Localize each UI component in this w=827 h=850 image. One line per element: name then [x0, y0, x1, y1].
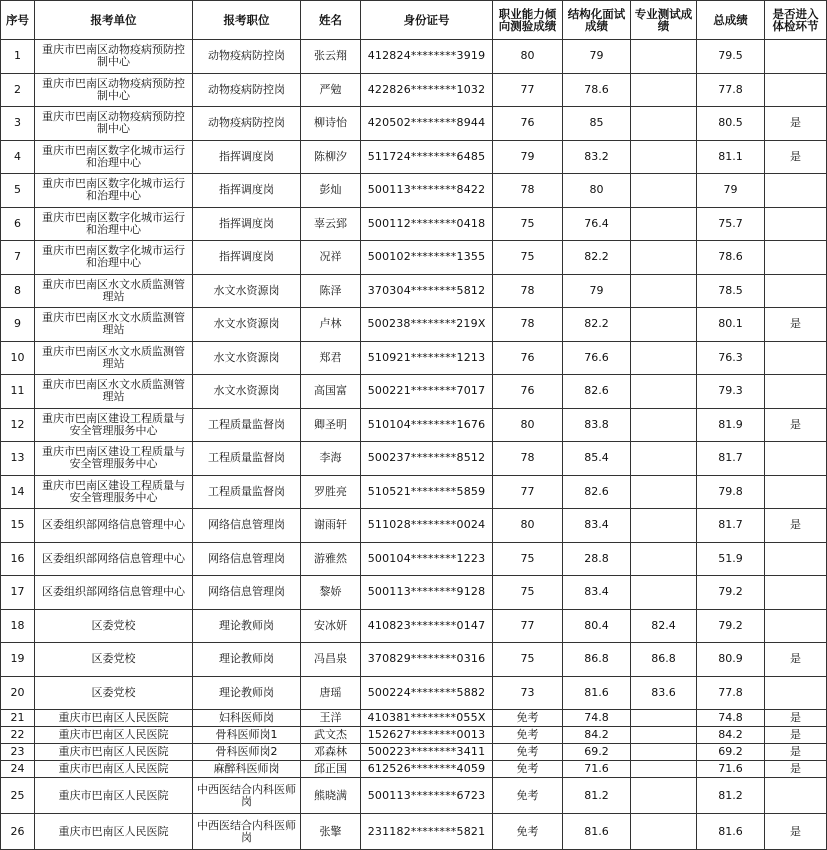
cell-physical — [765, 475, 827, 509]
cell-physical: 是 — [765, 643, 827, 677]
cell-total: 81.7 — [697, 509, 765, 543]
cell-interview: 69.2 — [563, 744, 631, 761]
cell-total: 71.6 — [697, 761, 765, 778]
cell-professional — [631, 475, 697, 509]
cell-interview: 83.8 — [563, 408, 631, 442]
cell-name: 严勉 — [301, 73, 361, 107]
cell-id: 500221********7017 — [361, 375, 493, 409]
cell-physical: 是 — [765, 744, 827, 761]
table-row — [1, 609, 827, 643]
cell-physical — [765, 40, 827, 74]
cell-position: 动物疫病防控岗 — [193, 40, 301, 74]
cell-name: 辜云郅 — [301, 207, 361, 241]
cell-id: 500238********219X — [361, 308, 493, 342]
cell-total: 79.5 — [697, 40, 765, 74]
cell-position: 水文水资源岗 — [193, 274, 301, 308]
cell-total: 79.8 — [697, 475, 765, 509]
cell-position: 动物疫病防控岗 — [193, 73, 301, 107]
cell-total: 80.5 — [697, 107, 765, 141]
cell-position: 理论教师岗 — [193, 676, 301, 710]
col-header-id: 身份证号 — [361, 1, 493, 40]
cell-name: 罗胜亮 — [301, 475, 361, 509]
table-row — [1, 341, 827, 375]
cell-interview: 79 — [563, 274, 631, 308]
cell-professional — [631, 308, 697, 342]
table-row — [1, 140, 827, 174]
cell-id: 612526********4059 — [361, 761, 493, 778]
cell-unit: 重庆市巴南区建设工程质量与安全管理服务中心 — [35, 475, 193, 509]
cell-aptitude: 80 — [493, 408, 563, 442]
cell-position: 动物疫病防控岗 — [193, 107, 301, 141]
cell-professional: 83.6 — [631, 676, 697, 710]
cell-unit: 重庆市巴南区建设工程质量与安全管理服务中心 — [35, 408, 193, 442]
cell-unit: 区委组织部网络信息管理中心 — [35, 509, 193, 543]
table-row — [1, 509, 827, 543]
cell-aptitude: 免考 — [493, 727, 563, 744]
cell-no: 1 — [1, 40, 35, 74]
cell-name: 张云翔 — [301, 40, 361, 74]
cell-aptitude: 80 — [493, 509, 563, 543]
cell-unit: 重庆市巴南区数字化城市运行和治理中心 — [35, 174, 193, 208]
table-row — [1, 207, 827, 241]
cell-aptitude: 免考 — [493, 761, 563, 778]
cell-interview: 86.8 — [563, 643, 631, 677]
cell-physical — [765, 174, 827, 208]
cell-id: 422826********1032 — [361, 73, 493, 107]
cell-unit: 重庆市巴南区动物疫病预防控制中心 — [35, 73, 193, 107]
cell-unit: 区委党校 — [35, 676, 193, 710]
cell-aptitude: 75 — [493, 576, 563, 610]
cell-aptitude: 76 — [493, 341, 563, 375]
cell-physical: 是 — [765, 761, 827, 778]
cell-unit: 区委组织部网络信息管理中心 — [35, 576, 193, 610]
cell-unit: 重庆市巴南区水文水质监测管理站 — [35, 274, 193, 308]
cell-interview: 82.6 — [563, 375, 631, 409]
cell-id: 511724********6485 — [361, 140, 493, 174]
cell-aptitude: 78 — [493, 274, 563, 308]
cell-no: 13 — [1, 442, 35, 476]
table-row — [1, 761, 827, 778]
cell-name: 唐瑶 — [301, 676, 361, 710]
cell-physical — [765, 341, 827, 375]
cell-physical: 是 — [765, 408, 827, 442]
cell-name: 王洋 — [301, 710, 361, 727]
cell-id: 500224********5882 — [361, 676, 493, 710]
cell-position: 骨科医师岗2 — [193, 744, 301, 761]
col-header-total: 总成绩 — [697, 1, 765, 40]
table-row — [1, 576, 827, 610]
cell-name: 郑君 — [301, 341, 361, 375]
cell-physical — [765, 241, 827, 275]
cell-interview: 81.2 — [563, 778, 631, 814]
cell-professional — [631, 744, 697, 761]
table-row — [1, 744, 827, 761]
col-header-physical: 是否进入体检环节 — [765, 1, 827, 40]
cell-interview: 76.6 — [563, 341, 631, 375]
table-row — [1, 174, 827, 208]
cell-unit: 重庆市巴南区人民医院 — [35, 710, 193, 727]
cell-aptitude: 78 — [493, 442, 563, 476]
cell-id: 500102********1355 — [361, 241, 493, 275]
cell-professional — [631, 274, 697, 308]
cell-physical — [765, 207, 827, 241]
cell-total: 78.5 — [697, 274, 765, 308]
cell-physical: 是 — [765, 727, 827, 744]
cell-interview: 28.8 — [563, 542, 631, 576]
cell-name: 彭灿 — [301, 174, 361, 208]
cell-position: 网络信息管理岗 — [193, 576, 301, 610]
cell-position: 理论教师岗 — [193, 643, 301, 677]
cell-id: 370304********5812 — [361, 274, 493, 308]
cell-position: 网络信息管理岗 — [193, 509, 301, 543]
col-header-interview: 结构化面试成绩 — [563, 1, 631, 40]
cell-physical — [765, 609, 827, 643]
table-row — [1, 107, 827, 141]
cell-name: 黎娇 — [301, 576, 361, 610]
cell-total: 81.2 — [697, 778, 765, 814]
cell-total: 79.2 — [697, 609, 765, 643]
cell-unit: 重庆市巴南区动物疫病预防控制中心 — [35, 107, 193, 141]
cell-id: 410823********0147 — [361, 609, 493, 643]
cell-interview: 82.2 — [563, 308, 631, 342]
cell-unit: 重庆市巴南区数字化城市运行和治理中心 — [35, 140, 193, 174]
table-body — [1, 40, 827, 850]
cell-id: 510921********1213 — [361, 341, 493, 375]
cell-unit: 重庆市巴南区人民医院 — [35, 814, 193, 850]
cell-total: 76.3 — [697, 341, 765, 375]
cell-id: 500113********8422 — [361, 174, 493, 208]
cell-physical — [765, 542, 827, 576]
table-row — [1, 241, 827, 275]
cell-professional — [631, 107, 697, 141]
cell-interview: 83.4 — [563, 576, 631, 610]
cell-physical: 是 — [765, 509, 827, 543]
col-header-name: 姓名 — [301, 1, 361, 40]
cell-interview: 85.4 — [563, 442, 631, 476]
cell-name: 陈柳汐 — [301, 140, 361, 174]
cell-interview: 79 — [563, 40, 631, 74]
cell-no: 14 — [1, 475, 35, 509]
cell-aptitude: 79 — [493, 140, 563, 174]
cell-position: 骨科医师岗1 — [193, 727, 301, 744]
cell-interview: 84.2 — [563, 727, 631, 744]
col-header-no: 序号 — [1, 1, 35, 40]
cell-total: 81.6 — [697, 814, 765, 850]
cell-id: 510521********5859 — [361, 475, 493, 509]
cell-professional — [631, 761, 697, 778]
cell-aptitude: 78 — [493, 174, 563, 208]
cell-interview: 76.4 — [563, 207, 631, 241]
cell-no: 4 — [1, 140, 35, 174]
table-row — [1, 40, 827, 74]
cell-professional — [631, 509, 697, 543]
cell-interview: 80.4 — [563, 609, 631, 643]
cell-id: 500112********0418 — [361, 207, 493, 241]
cell-interview: 78.6 — [563, 73, 631, 107]
cell-total: 79.3 — [697, 375, 765, 409]
cell-unit: 重庆市巴南区人民医院 — [35, 744, 193, 761]
cell-no: 5 — [1, 174, 35, 208]
cell-name: 卿圣明 — [301, 408, 361, 442]
table-row — [1, 710, 827, 727]
cell-unit: 区委组织部网络信息管理中心 — [35, 542, 193, 576]
cell-position: 中西医结合内科医师岗 — [193, 778, 301, 814]
header-row — [1, 1, 827, 40]
cell-no: 18 — [1, 609, 35, 643]
cell-aptitude: 免考 — [493, 744, 563, 761]
cell-unit: 区委党校 — [35, 643, 193, 677]
cell-name: 邓森林 — [301, 744, 361, 761]
cell-aptitude: 78 — [493, 308, 563, 342]
cell-aptitude: 75 — [493, 207, 563, 241]
cell-name: 冯昌泉 — [301, 643, 361, 677]
cell-id: 500113********6723 — [361, 778, 493, 814]
cell-id: 410381********055X — [361, 710, 493, 727]
cell-id: 511028********0024 — [361, 509, 493, 543]
cell-total: 77.8 — [697, 73, 765, 107]
col-header-professional: 专业测试成绩 — [631, 1, 697, 40]
cell-unit: 重庆市巴南区人民医院 — [35, 727, 193, 744]
col-header-position: 报考职位 — [193, 1, 301, 40]
cell-physical — [765, 73, 827, 107]
cell-position: 指挥调度岗 — [193, 174, 301, 208]
cell-name: 况祥 — [301, 241, 361, 275]
cell-total: 80.1 — [697, 308, 765, 342]
cell-no: 3 — [1, 107, 35, 141]
cell-no: 17 — [1, 576, 35, 610]
cell-aptitude: 免考 — [493, 778, 563, 814]
cell-no: 6 — [1, 207, 35, 241]
cell-id: 500223********3411 — [361, 744, 493, 761]
cell-id: 500104********1223 — [361, 542, 493, 576]
cell-name: 卢林 — [301, 308, 361, 342]
cell-professional — [631, 375, 697, 409]
cell-total: 81.9 — [697, 408, 765, 442]
cell-unit: 重庆市巴南区人民医院 — [35, 761, 193, 778]
cell-unit: 重庆市巴南区数字化城市运行和治理中心 — [35, 207, 193, 241]
cell-no: 8 — [1, 274, 35, 308]
table-row — [1, 542, 827, 576]
cell-unit: 重庆市巴南区水文水质监测管理站 — [35, 308, 193, 342]
cell-professional — [631, 778, 697, 814]
cell-no: 26 — [1, 814, 35, 850]
cell-physical — [765, 375, 827, 409]
cell-no: 15 — [1, 509, 35, 543]
cell-physical — [765, 576, 827, 610]
cell-position: 指挥调度岗 — [193, 241, 301, 275]
cell-position: 水文水资源岗 — [193, 375, 301, 409]
cell-professional — [631, 814, 697, 850]
cell-id: 370829********0316 — [361, 643, 493, 677]
cell-name: 游雅然 — [301, 542, 361, 576]
cell-total: 77.8 — [697, 676, 765, 710]
cell-no: 20 — [1, 676, 35, 710]
cell-aptitude: 76 — [493, 107, 563, 141]
cell-total: 81.1 — [697, 140, 765, 174]
cell-no: 21 — [1, 710, 35, 727]
cell-professional — [631, 576, 697, 610]
cell-no: 23 — [1, 744, 35, 761]
cell-unit: 重庆市巴南区人民医院 — [35, 778, 193, 814]
cell-name: 张擎 — [301, 814, 361, 850]
cell-professional: 82.4 — [631, 609, 697, 643]
cell-name: 武文杰 — [301, 727, 361, 744]
cell-id: 510104********1676 — [361, 408, 493, 442]
cell-no: 9 — [1, 308, 35, 342]
cell-id: 152627********0013 — [361, 727, 493, 744]
cell-position: 妇科医师岗 — [193, 710, 301, 727]
cell-interview: 80 — [563, 174, 631, 208]
cell-no: 7 — [1, 241, 35, 275]
cell-interview: 71.6 — [563, 761, 631, 778]
cell-position: 工程质量监督岗 — [193, 408, 301, 442]
table-row — [1, 308, 827, 342]
cell-professional — [631, 727, 697, 744]
col-header-aptitude: 职业能力倾向测验成绩 — [493, 1, 563, 40]
cell-position: 麻醉科医师岗 — [193, 761, 301, 778]
cell-no: 2 — [1, 73, 35, 107]
cell-professional — [631, 207, 697, 241]
cell-position: 工程质量监督岗 — [193, 475, 301, 509]
cell-total: 79 — [697, 174, 765, 208]
cell-unit: 重庆市巴南区建设工程质量与安全管理服务中心 — [35, 442, 193, 476]
cell-unit: 区委党校 — [35, 609, 193, 643]
cell-interview: 82.6 — [563, 475, 631, 509]
cell-id: 412824********3919 — [361, 40, 493, 74]
table-row — [1, 643, 827, 677]
cell-professional — [631, 140, 697, 174]
cell-no: 10 — [1, 341, 35, 375]
cell-position: 工程质量监督岗 — [193, 442, 301, 476]
cell-id: 500237********8512 — [361, 442, 493, 476]
table-row — [1, 375, 827, 409]
cell-total: 74.8 — [697, 710, 765, 727]
table-row — [1, 727, 827, 744]
cell-unit: 重庆市巴南区动物疫病预防控制中心 — [35, 40, 193, 74]
cell-unit: 重庆市巴南区数字化城市运行和治理中心 — [35, 241, 193, 275]
table-row — [1, 442, 827, 476]
cell-aptitude: 免考 — [493, 710, 563, 727]
col-header-unit: 报考单位 — [35, 1, 193, 40]
cell-physical: 是 — [765, 308, 827, 342]
cell-no: 19 — [1, 643, 35, 677]
cell-no: 12 — [1, 408, 35, 442]
cell-no: 11 — [1, 375, 35, 409]
cell-unit: 重庆市巴南区水文水质监测管理站 — [35, 341, 193, 375]
cell-professional — [631, 174, 697, 208]
cell-professional — [631, 241, 697, 275]
cell-professional — [631, 710, 697, 727]
cell-name: 邱正国 — [301, 761, 361, 778]
table-row — [1, 408, 827, 442]
cell-no: 16 — [1, 542, 35, 576]
table-row — [1, 73, 827, 107]
cell-interview: 81.6 — [563, 676, 631, 710]
cell-aptitude: 77 — [493, 609, 563, 643]
cell-professional — [631, 442, 697, 476]
cell-name: 熊晓满 — [301, 778, 361, 814]
cell-physical: 是 — [765, 107, 827, 141]
table-row — [1, 475, 827, 509]
cell-interview: 85 — [563, 107, 631, 141]
table-row — [1, 676, 827, 710]
cell-position: 指挥调度岗 — [193, 140, 301, 174]
cell-aptitude: 75 — [493, 643, 563, 677]
cell-aptitude: 77 — [493, 475, 563, 509]
cell-position: 指挥调度岗 — [193, 207, 301, 241]
cell-id: 231182********5821 — [361, 814, 493, 850]
cell-position: 中西医结合内科医师岗 — [193, 814, 301, 850]
cell-interview: 83.2 — [563, 140, 631, 174]
cell-physical: 是 — [765, 140, 827, 174]
cell-physical — [765, 676, 827, 710]
cell-interview: 81.6 — [563, 814, 631, 850]
cell-name: 安冰妍 — [301, 609, 361, 643]
table-row — [1, 778, 827, 814]
table-row — [1, 814, 827, 850]
cell-no: 25 — [1, 778, 35, 814]
cell-interview: 83.4 — [563, 509, 631, 543]
cell-unit: 重庆市巴南区水文水质监测管理站 — [35, 375, 193, 409]
cell-total: 78.6 — [697, 241, 765, 275]
cell-name: 谢雨轩 — [301, 509, 361, 543]
cell-total: 79.2 — [697, 576, 765, 610]
cell-position: 理论教师岗 — [193, 609, 301, 643]
cell-professional — [631, 542, 697, 576]
cell-no: 24 — [1, 761, 35, 778]
cell-id: 420502********8944 — [361, 107, 493, 141]
cell-professional — [631, 40, 697, 74]
cell-total: 84.2 — [697, 727, 765, 744]
cell-physical — [765, 274, 827, 308]
cell-physical: 是 — [765, 710, 827, 727]
cell-physical — [765, 778, 827, 814]
cell-total: 80.9 — [697, 643, 765, 677]
cell-professional — [631, 408, 697, 442]
cell-aptitude: 免考 — [493, 814, 563, 850]
cell-professional — [631, 341, 697, 375]
cell-interview: 82.2 — [563, 241, 631, 275]
cell-total: 69.2 — [697, 744, 765, 761]
cell-no: 22 — [1, 727, 35, 744]
cell-position: 网络信息管理岗 — [193, 542, 301, 576]
cell-aptitude: 75 — [493, 241, 563, 275]
cell-name: 陈泽 — [301, 274, 361, 308]
cell-physical — [765, 442, 827, 476]
cell-aptitude: 76 — [493, 375, 563, 409]
cell-professional — [631, 73, 697, 107]
cell-total: 75.7 — [697, 207, 765, 241]
cell-name: 李海 — [301, 442, 361, 476]
cell-position: 水文水资源岗 — [193, 308, 301, 342]
cell-aptitude: 73 — [493, 676, 563, 710]
cell-id: 500113********9128 — [361, 576, 493, 610]
cell-aptitude: 80 — [493, 40, 563, 74]
cell-aptitude: 77 — [493, 73, 563, 107]
cell-position: 水文水资源岗 — [193, 341, 301, 375]
cell-interview: 74.8 — [563, 710, 631, 727]
cell-professional: 86.8 — [631, 643, 697, 677]
cell-total: 51.9 — [697, 542, 765, 576]
cell-name: 柳诗怡 — [301, 107, 361, 141]
table-row — [1, 274, 827, 308]
cell-physical: 是 — [765, 814, 827, 850]
cell-total: 81.7 — [697, 442, 765, 476]
cell-name: 高国富 — [301, 375, 361, 409]
cell-aptitude: 75 — [493, 542, 563, 576]
